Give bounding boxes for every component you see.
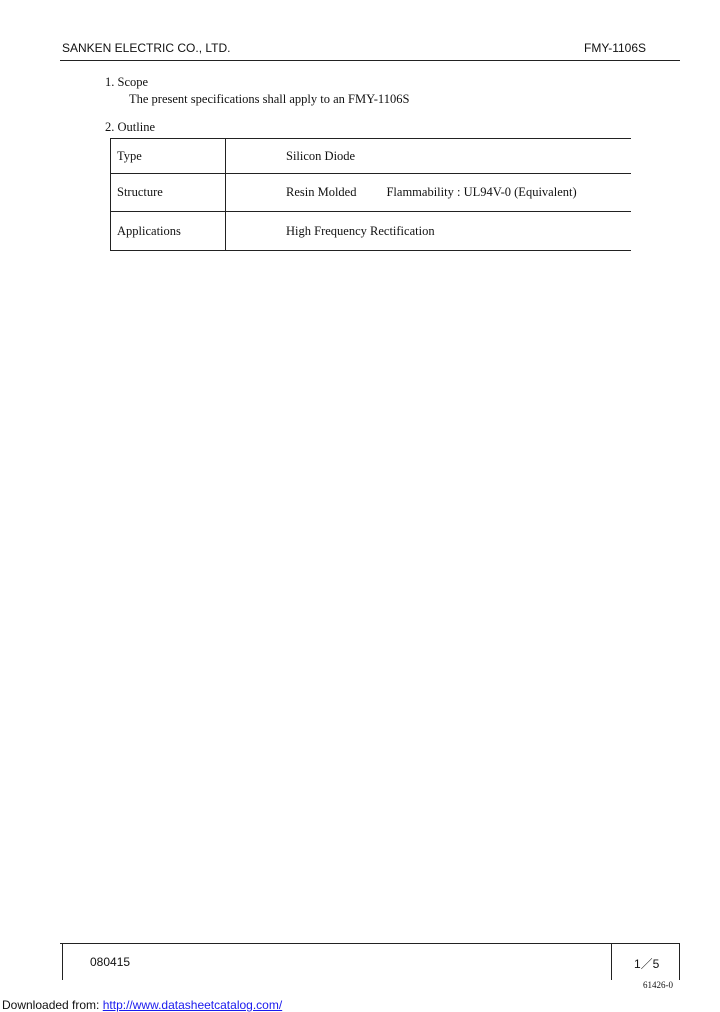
download-label: Downloaded from: <box>2 998 100 1012</box>
download-link[interactable]: http://www.datasheetcatalog.com/ <box>102 998 283 1012</box>
footer-border-right <box>679 943 680 980</box>
table-row <box>111 212 632 251</box>
company-name: SANKEN ELECTRIC CO., LTD. <box>62 41 231 55</box>
outline-heading: 2. Outline <box>105 120 155 134</box>
flammability-text: Flammability : UL94V-0 (Equivalent) <box>386 185 577 199</box>
row-value <box>226 212 632 251</box>
row-label: Type <box>111 139 226 174</box>
scope-text: The present specifications shall apply to an FMY-1106S <box>129 92 410 106</box>
row-label: Structure <box>111 174 226 212</box>
outline-table <box>110 138 631 251</box>
part-number: FMY-1106S <box>584 41 647 55</box>
page-number: 1／5 <box>634 957 660 971</box>
footer-border-middle <box>611 943 612 980</box>
scope-heading: 1. Scope <box>105 75 149 89</box>
row-value-text: Resin Molded <box>286 185 357 199</box>
row-value-text: High Frequency Rectification <box>286 223 435 238</box>
document-code: 61426-0 <box>643 980 673 990</box>
header-divider <box>60 60 680 61</box>
download-attribution <box>2 998 282 1012</box>
footer-divider <box>60 943 680 944</box>
row-label: Applications <box>111 212 226 251</box>
table-row <box>111 174 632 212</box>
footer-border-left <box>62 943 63 980</box>
footer-date-code: 080415 <box>90 955 131 969</box>
row-value-text: Silicon Diode <box>286 148 356 163</box>
row-value <box>226 174 632 212</box>
row-value <box>226 139 632 174</box>
table-row <box>111 139 632 174</box>
